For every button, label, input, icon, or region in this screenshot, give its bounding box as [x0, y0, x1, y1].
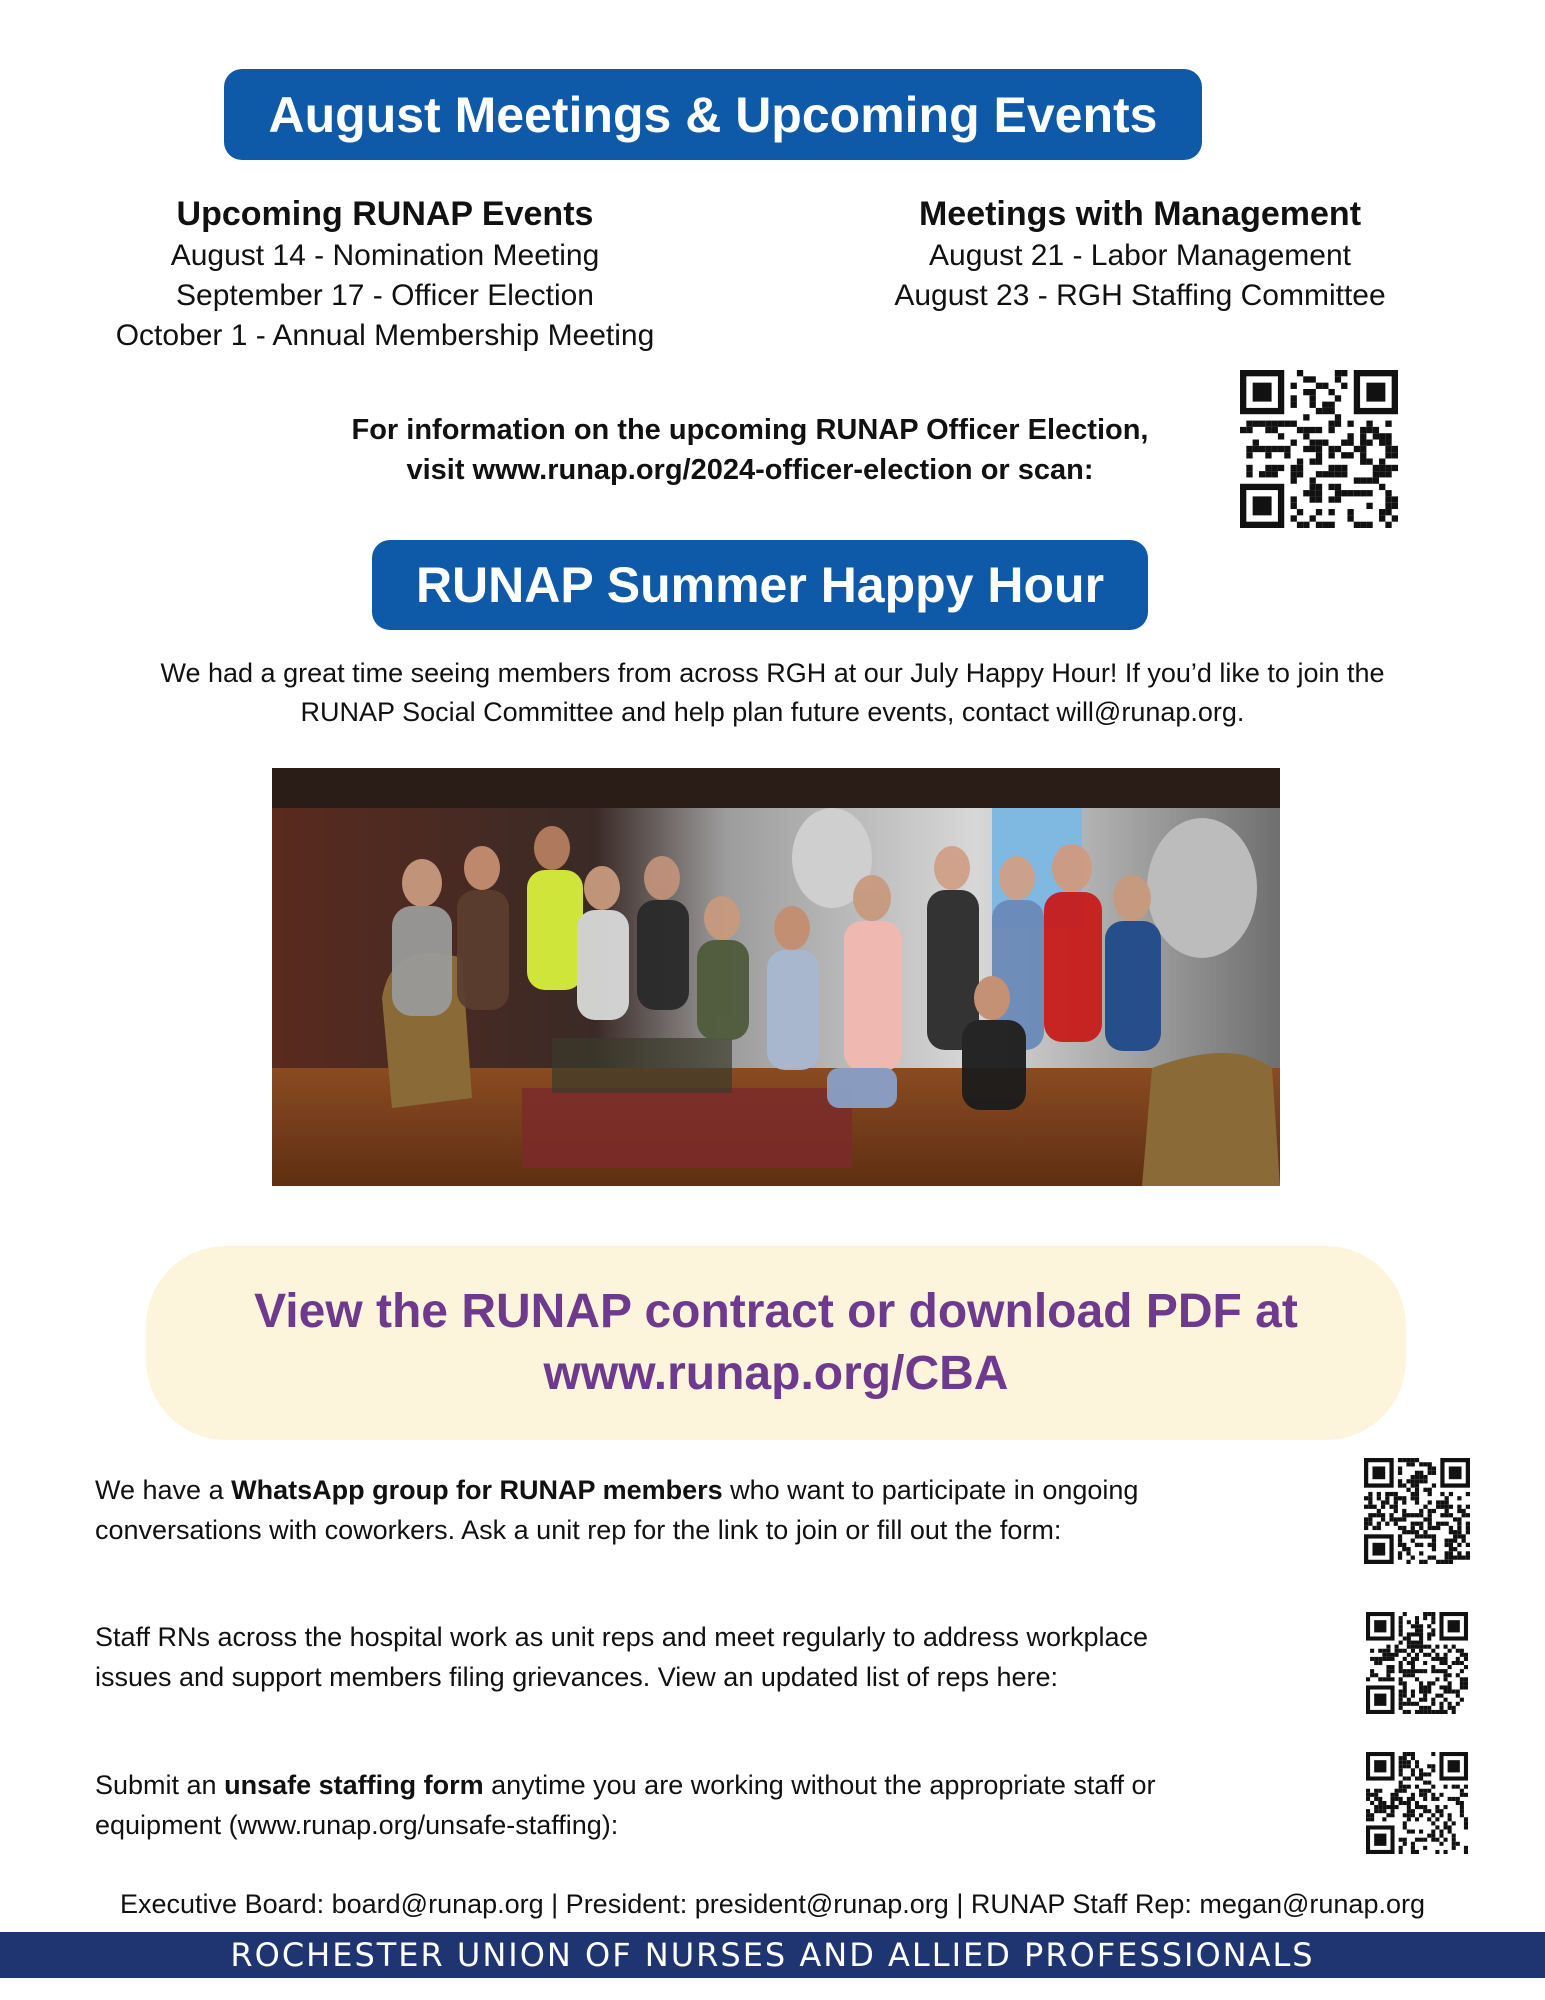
happy-hour-line: We had a great time seeing members from across RGH at our July Happy Hour! If you’d like to join the: [160, 658, 1385, 688]
whatsapp-bold-text: WhatsApp group for RUNAP members: [231, 1475, 723, 1505]
whatsapp-text: who want to participate in ongoing: [722, 1475, 1139, 1505]
election-qr-code[interactable]: [1240, 370, 1398, 528]
upcoming-events: [70, 192, 700, 356]
contact-line: Executive Board: board@runap.org | President: president@runap.org | RUNAP Staff Rep: megan@runap.org: [120, 1889, 1425, 1919]
election-info-line[interactable]: visit www.runap.org/2024-officer-election or scan:: [406, 454, 1094, 486]
event-item: August 14 - Nomination Meeting: [170, 239, 600, 272]
event-item: September 17 - Officer Election: [176, 279, 594, 312]
happy-hour-group-photo: [272, 768, 1280, 1186]
staffing-text: anytime you are working without the appropriate staff or: [483, 1770, 1156, 1800]
whatsapp-paragraph: [95, 1470, 1325, 1550]
happy-hour-text: [60, 654, 1485, 732]
whatsapp-qr-code[interactable]: [1364, 1458, 1470, 1564]
whatsapp-text: conversations with coworkers. Ask a unit rep for the link to join or fill out the form:: [95, 1515, 1062, 1545]
management-meetings-heading: Meetings with Management: [918, 195, 1362, 233]
upcoming-events-heading: Upcoming RUNAP Events: [176, 195, 594, 233]
staffing-text: Submit an: [95, 1770, 225, 1800]
page-title: August Meetings & Upcoming Events: [224, 69, 1202, 160]
whatsapp-text: We have a: [95, 1475, 232, 1505]
election-info-line: For information on the upcoming RUNAP Officer Election,: [351, 414, 1149, 446]
unit-reps-qr-code[interactable]: [1366, 1612, 1468, 1714]
unit-reps-paragraph: [95, 1617, 1325, 1697]
management-meetings: [840, 192, 1440, 316]
happy-hour-line: RUNAP Social Committee and help plan future events, contact will@runap.org.: [300, 697, 1245, 727]
staffing-text[interactable]: equipment (www.runap.org/unsafe-staffing):: [95, 1810, 619, 1840]
unit-reps-text: Staff RNs across the hospital work as unit reps and meet regularly to address workplace: [95, 1622, 1148, 1652]
cba-text: View the RUNAP contract or download PDF at: [254, 1285, 1298, 1338]
meeting-item: August 21 - Labor Management: [929, 239, 1351, 272]
cba-callout: [146, 1246, 1406, 1440]
footer-banner: ROCHESTER UNION OF NURSES AND ALLIED PROFESSIONALS: [0, 1932, 1545, 1978]
unsafe-staffing-qr-code[interactable]: [1366, 1752, 1468, 1854]
election-info: [290, 410, 1210, 490]
unsafe-staffing-paragraph: [95, 1765, 1325, 1845]
happy-hour-title: RUNAP Summer Happy Hour: [372, 540, 1148, 630]
meeting-item: August 23 - RGH Staffing Committee: [894, 279, 1386, 312]
staffing-bold-text: unsafe staffing form: [224, 1770, 484, 1800]
unit-reps-text: issues and support members filing grievances. View an updated list of reps here:: [95, 1662, 1059, 1692]
event-item: October 1 - Annual Membership Meeting: [115, 319, 655, 352]
cba-link[interactable]: www.runap.org/CBA: [543, 1347, 1009, 1400]
